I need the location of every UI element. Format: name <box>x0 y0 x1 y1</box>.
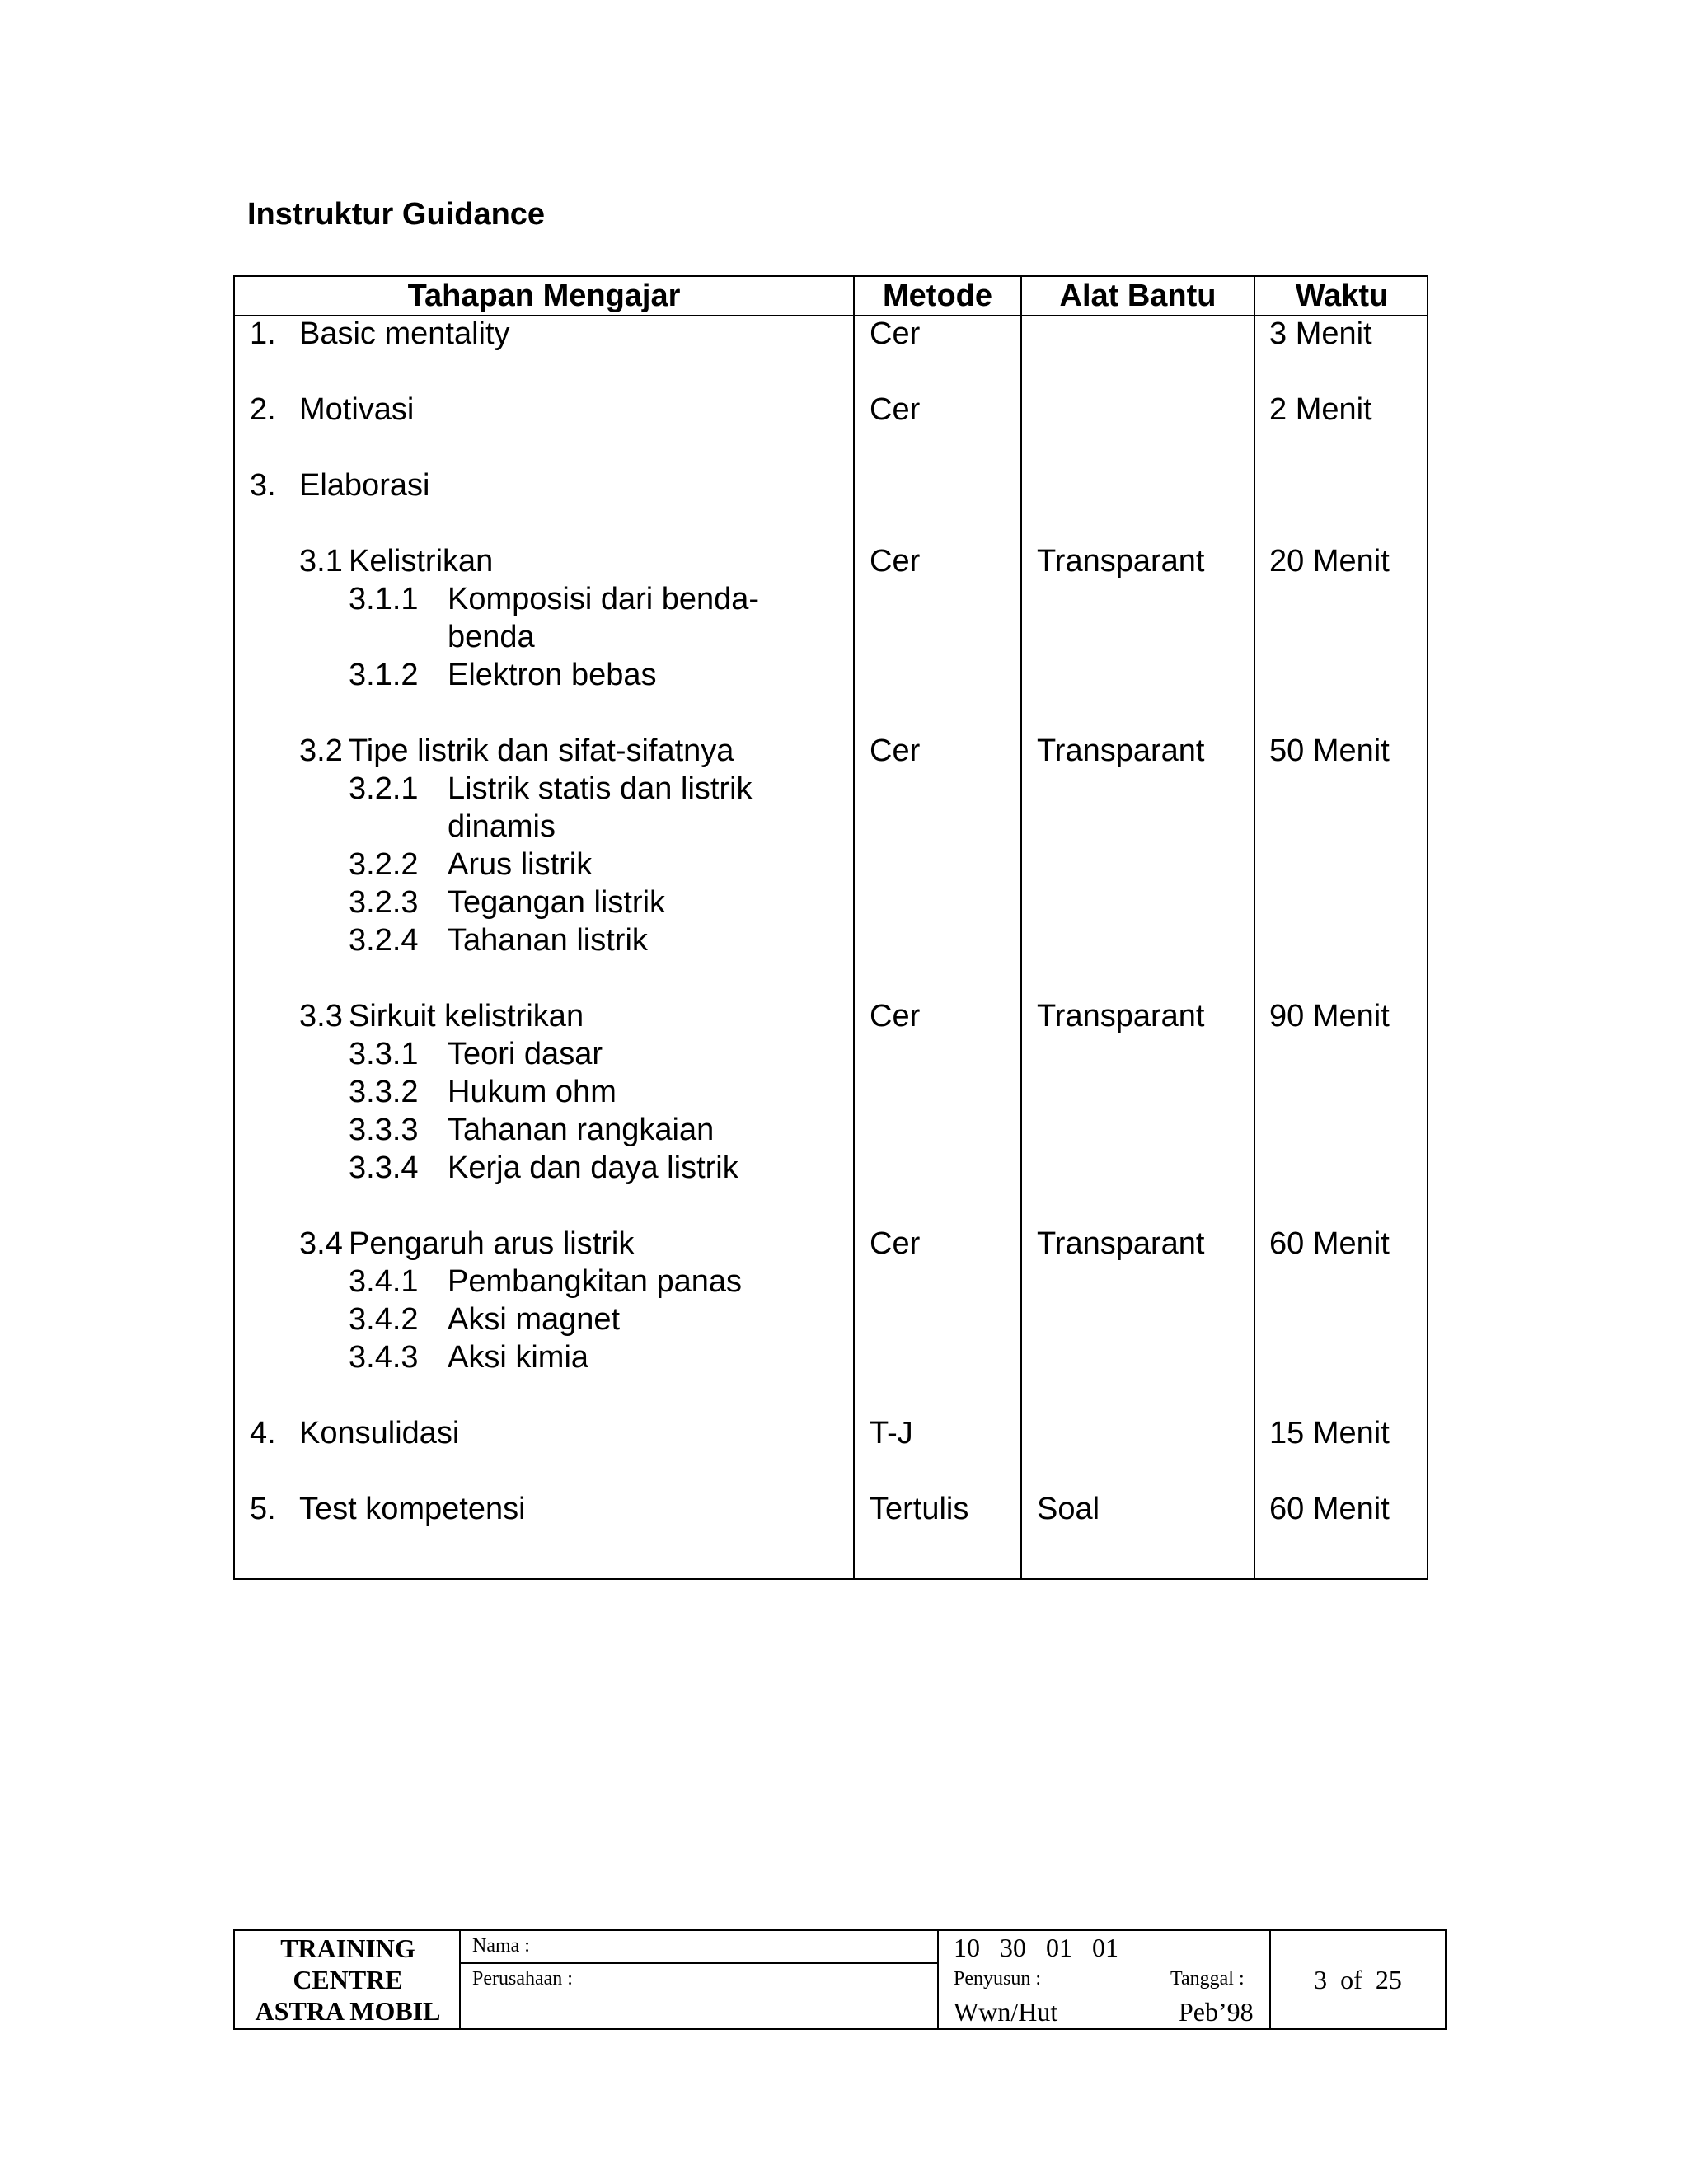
row-number: 3.2 <box>299 733 343 768</box>
column-divider-3 <box>1254 277 1255 1578</box>
row-time: 15 Menit <box>1269 1416 1390 1451</box>
row-method: T-J <box>870 1416 913 1451</box>
row-label: Pembangkitan panas <box>448 1264 743 1299</box>
row-label: Elektron bebas <box>448 658 657 692</box>
row-number: 5. <box>250 1492 276 1526</box>
row-number: 2. <box>250 392 276 427</box>
footer-row-divider <box>459 1962 937 1964</box>
footer-divider-1 <box>459 1931 461 2028</box>
row-method: Cer <box>870 999 921 1033</box>
row-label: Aksi magnet <box>448 1302 621 1337</box>
row-time: 2 Menit <box>1269 392 1372 427</box>
row-label: Tahanan rangkaian <box>448 1113 715 1147</box>
row-time: 20 Menit <box>1269 544 1390 579</box>
row-label: dinamis <box>448 809 556 844</box>
column-divider-2 <box>1020 277 1022 1578</box>
row-number: 3.2.3 <box>349 885 419 920</box>
brand-line-3: ASTRA MOBIL <box>255 1996 441 2026</box>
row-label: Aksi kimia <box>448 1340 589 1375</box>
column-divider-1 <box>853 277 855 1578</box>
row-aid: Transparant <box>1037 733 1205 768</box>
row-label: Komposisi dari benda- <box>448 582 760 616</box>
row-label: Tipe listrik dan sifat-sifatnya <box>349 733 734 768</box>
brand-block <box>235 1931 461 2028</box>
brand-line-2: CENTRE <box>293 1965 403 1994</box>
row-number: 3.3.2 <box>349 1075 419 1109</box>
row-number: 1. <box>250 316 276 351</box>
brand-line-1: TRAINING <box>280 1933 415 1963</box>
row-number: 3.2.1 <box>349 771 419 806</box>
row-label: Konsulidasi <box>299 1416 460 1451</box>
header-aid: Alat Bantu <box>1059 279 1217 313</box>
row-label: Listrik statis dan listrik <box>448 771 753 806</box>
row-label: Pengaruh arus listrik <box>349 1226 635 1261</box>
row-number: 3.4.3 <box>349 1340 419 1375</box>
page-title: Instruktur Guidance <box>247 197 546 232</box>
nama-label: Nama : <box>472 1935 530 1957</box>
tanggal-value: Peb’98 <box>1179 1997 1254 2027</box>
row-number: 3.3.1 <box>349 1037 419 1071</box>
row-label: benda <box>448 620 535 654</box>
tanggal-label: Tanggal : <box>1170 1968 1245 1990</box>
row-time: 50 Menit <box>1269 733 1390 768</box>
row-label: Tegangan listrik <box>448 885 666 920</box>
row-number: 3.1.2 <box>349 658 419 692</box>
row-time: 3 Menit <box>1269 316 1372 351</box>
row-label: Kerja dan daya listrik <box>448 1151 738 1185</box>
document-footer <box>233 1929 1447 2030</box>
row-number: 3.1.1 <box>349 582 419 616</box>
header-method: Metode <box>883 279 992 313</box>
row-number: 3.3 <box>299 999 343 1033</box>
row-label: Sirkuit kelistrikan <box>349 999 584 1033</box>
row-method: Cer <box>870 733 921 768</box>
row-number: 3.1 <box>299 544 343 579</box>
row-method: Cer <box>870 316 921 351</box>
penyusun-label: Penyusun : <box>954 1968 1042 1990</box>
row-number: 3.4.2 <box>349 1302 419 1337</box>
row-number: 3.3.4 <box>349 1151 419 1185</box>
row-number: 3.2.2 <box>349 847 419 882</box>
perusahaan-label: Perusahaan : <box>472 1968 573 1990</box>
row-number: 3. <box>250 468 276 503</box>
row-label: Tahanan listrik <box>448 923 648 958</box>
row-aid: Soal <box>1037 1492 1100 1526</box>
row-number: 3.2.4 <box>349 923 419 958</box>
row-number: 3.4 <box>299 1226 343 1261</box>
row-number: 4. <box>250 1416 276 1451</box>
row-aid: Transparant <box>1037 544 1205 579</box>
header-time: Waktu <box>1295 279 1389 313</box>
row-label: Motivasi <box>299 392 415 427</box>
row-method: Cer <box>870 1226 921 1261</box>
row-label: Hukum ohm <box>448 1075 617 1109</box>
document-code: 10 30 01 01 <box>954 1933 1118 1962</box>
row-number: 3.3.3 <box>349 1113 419 1147</box>
row-time: 60 Menit <box>1269 1492 1390 1526</box>
row-aid: Transparant <box>1037 1226 1205 1261</box>
page-indicator: 3 of 25 <box>1314 1965 1402 1994</box>
row-aid: Transparant <box>1037 999 1205 1033</box>
row-number: 3.4.1 <box>349 1264 419 1299</box>
row-label: Basic mentality <box>299 316 510 351</box>
row-method: Tertulis <box>870 1492 969 1526</box>
row-method: Cer <box>870 544 921 579</box>
row-label: Kelistrikan <box>349 544 494 579</box>
row-label: Elaborasi <box>299 468 430 503</box>
row-label: Arus listrik <box>448 847 593 882</box>
penyusun-value: Wwn/Hut <box>954 1997 1058 2027</box>
footer-divider-2 <box>937 1931 939 2028</box>
row-time: 90 Menit <box>1269 999 1390 1033</box>
header-stage: Tahapan Mengajar <box>407 279 681 313</box>
row-time: 60 Menit <box>1269 1226 1390 1261</box>
teaching-plan-table <box>233 275 1428 1580</box>
row-label: Teori dasar <box>448 1037 603 1071</box>
row-label: Test kompetensi <box>299 1492 526 1526</box>
row-method: Cer <box>870 392 921 427</box>
